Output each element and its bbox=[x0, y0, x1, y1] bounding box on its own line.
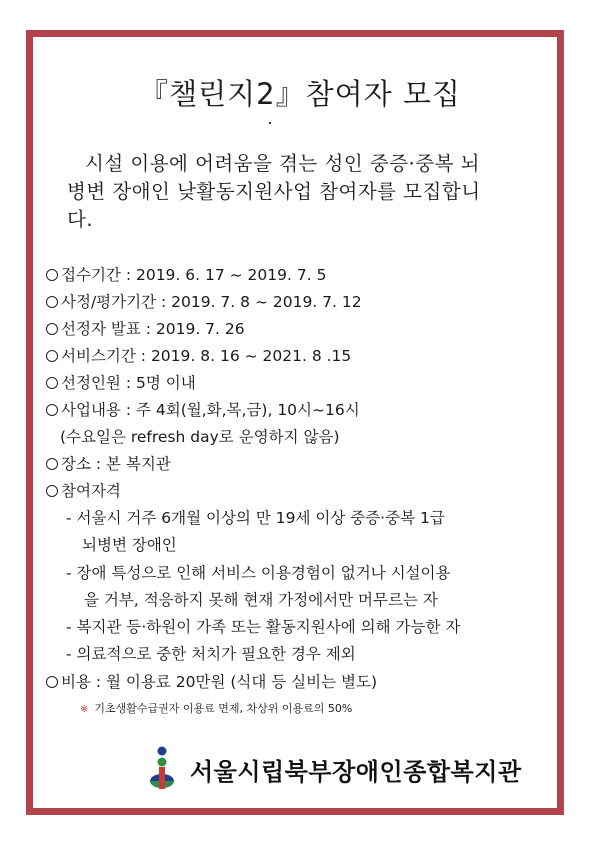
program-content-note: (수요일은 refresh day로 운영하지 않음) bbox=[60, 428, 340, 446]
circle-bullet-icon bbox=[46, 269, 58, 281]
org-logo-icon bbox=[148, 745, 188, 797]
service-period-text: 서비스기간 : 2019. 8. 16 ~ 2021. 8 .15 bbox=[61, 347, 352, 365]
eligibility-item-1-cont: 뇌병변 장애인 bbox=[82, 536, 177, 554]
selection-count-text: 선정인원 : 5명 이내 bbox=[61, 374, 196, 392]
receipt-period-text: 접수기간 : 2019. 6. 17 ~ 2019. 7. 5 bbox=[61, 266, 327, 284]
eligibility-item-2: - 장애 특성으로 인해 서비스 이용경험이 없거나 시설이용 bbox=[66, 564, 451, 582]
circle-bullet-icon bbox=[46, 404, 58, 416]
fee-text: 비용 : 월 이용료 20만원 (식대 등 실비는 별도) bbox=[61, 673, 378, 691]
place-text: 장소 : 본 복지관 bbox=[61, 455, 171, 473]
fee-note-text: 기초생활수급권자 이용료 면제, 차상위 이용료의 50% bbox=[94, 702, 353, 715]
place bbox=[46, 452, 171, 474]
program-content-text: 사업내용 : 주 4회(월,화,목,금), 10시~16시 bbox=[61, 401, 360, 419]
eligibility-item-2-cont: 을 거부, 적응하지 못해 현재 가정에서만 머무르는 자 bbox=[84, 591, 438, 609]
selection-announce-text: 선정자 발표 : 2019. 7. 26 bbox=[61, 320, 245, 338]
circle-bullet-icon bbox=[46, 485, 58, 497]
reference-mark-icon: ※ bbox=[80, 704, 89, 715]
eligibility-item-4: - 의료적으로 중한 처치가 필요한 경우 제외 bbox=[66, 645, 356, 663]
fee bbox=[46, 670, 377, 692]
fee-note bbox=[80, 700, 352, 716]
intro-paragraph bbox=[67, 150, 567, 234]
program-content bbox=[46, 398, 360, 420]
circle-bullet-icon bbox=[46, 296, 58, 308]
circle-bullet-icon bbox=[46, 458, 58, 470]
intro-line-3: 다. bbox=[67, 208, 94, 231]
assessment-period bbox=[46, 290, 362, 312]
assessment-period-text: 사정/평가기간 : 2019. 7. 8 ~ 2019. 7. 12 bbox=[61, 293, 362, 311]
circle-bullet-icon bbox=[46, 350, 58, 362]
circle-bullet-icon bbox=[46, 323, 58, 335]
selection-announce bbox=[46, 317, 245, 339]
service-period bbox=[46, 344, 351, 366]
eligibility-item-1: - 서울시 거주 6개월 이상의 만 19세 이상 중증·중복 1급 bbox=[66, 509, 445, 527]
eligibility-heading bbox=[46, 479, 121, 501]
circle-bullet-icon bbox=[46, 676, 58, 688]
eligibility-heading-text: 참여자격 bbox=[61, 482, 121, 500]
page-border bbox=[26, 30, 564, 815]
circle-bullet-icon bbox=[46, 377, 58, 389]
page-title: 『챌린지2』참여자 모집 bbox=[139, 77, 461, 111]
receipt-period bbox=[46, 263, 326, 285]
org-name: 서울시립북부장애인종합복지관 bbox=[190, 758, 522, 786]
speck bbox=[269, 122, 271, 124]
intro-line-1: 시설 이용에 어려움을 겪는 성인 중증·중복 뇌 bbox=[85, 152, 480, 175]
eligibility-item-3: - 복지관 등·하원이 가족 또는 활동지원사에 의해 가능한 자 bbox=[66, 618, 461, 636]
intro-line-2: 병변 장애인 낮활동지원사업 참여자를 모집합니 bbox=[67, 180, 481, 203]
selection-count bbox=[46, 371, 196, 393]
